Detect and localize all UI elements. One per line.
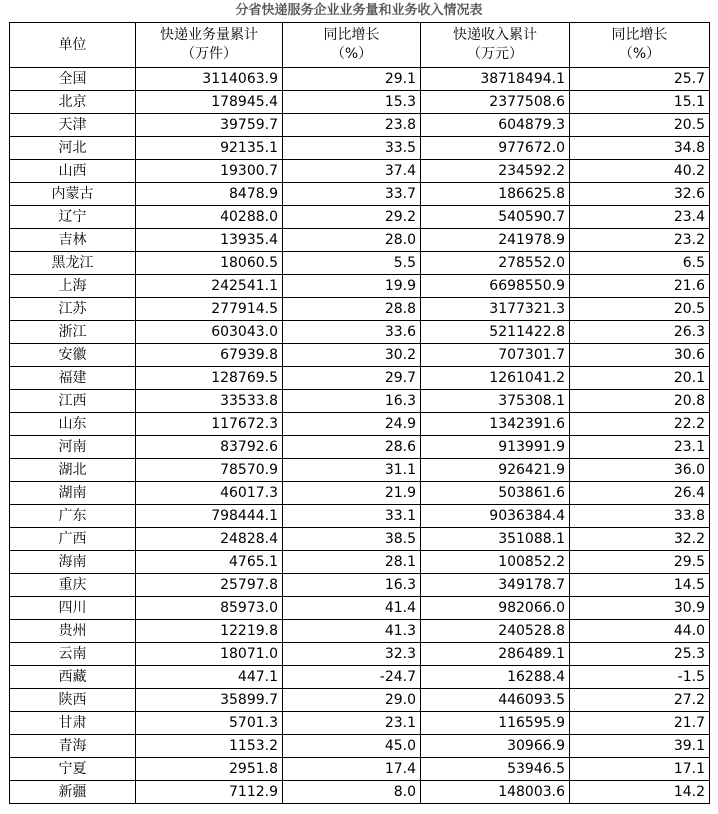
table-row xyxy=(10,712,710,735)
cell-revenue: 913991.9 xyxy=(421,436,570,459)
table-row xyxy=(10,666,710,689)
cell-unit: 北京 xyxy=(10,91,136,114)
cell-volume: 33533.8 xyxy=(136,390,283,413)
table-header xyxy=(10,23,710,68)
cell-revenue: 1261041.2 xyxy=(421,367,570,390)
table-row xyxy=(10,482,710,505)
cell-volume: 83792.6 xyxy=(136,436,283,459)
cell-revenue-growth: 22.2 xyxy=(570,413,710,436)
cell-unit: 上海 xyxy=(10,275,136,298)
cell-revenue-growth: 23.1 xyxy=(570,436,710,459)
cell-volume-growth: 23.1 xyxy=(283,712,421,735)
cell-revenue: 116595.9 xyxy=(421,712,570,735)
cell-revenue-growth: 26.4 xyxy=(570,482,710,505)
table-body xyxy=(10,68,710,804)
table-row xyxy=(10,505,710,528)
cell-volume-growth: 33.7 xyxy=(283,183,421,206)
cell-revenue: 351088.1 xyxy=(421,528,570,551)
cell-volume-growth: 33.6 xyxy=(283,321,421,344)
cell-revenue: 926421.9 xyxy=(421,459,570,482)
cell-revenue-growth: 21.6 xyxy=(570,275,710,298)
cell-volume-growth: 41.4 xyxy=(283,597,421,620)
cell-volume-growth: 16.3 xyxy=(283,390,421,413)
cell-revenue-growth: 30.6 xyxy=(570,344,710,367)
cell-unit: 江苏 xyxy=(10,298,136,321)
cell-revenue: 375308.1 xyxy=(421,390,570,413)
cell-revenue-growth: 23.4 xyxy=(570,206,710,229)
cell-unit: 福建 xyxy=(10,367,136,390)
cell-revenue-growth: 15.1 xyxy=(570,91,710,114)
cell-revenue: 234592.2 xyxy=(421,160,570,183)
cell-unit: 山西 xyxy=(10,160,136,183)
cell-unit: 新疆 xyxy=(10,781,136,804)
table-row xyxy=(10,528,710,551)
cell-revenue: 53946.5 xyxy=(421,758,570,781)
cell-revenue: 30966.9 xyxy=(421,735,570,758)
cell-volume-growth: 33.5 xyxy=(283,137,421,160)
table-row xyxy=(10,367,710,390)
cell-volume-growth: 21.9 xyxy=(283,482,421,505)
cell-volume-growth: 8.0 xyxy=(283,781,421,804)
cell-revenue: 100852.2 xyxy=(421,551,570,574)
cell-revenue-growth: 32.2 xyxy=(570,528,710,551)
cell-revenue-growth: 20.5 xyxy=(570,298,710,321)
table-row xyxy=(10,183,710,206)
cell-volume: 2951.8 xyxy=(136,758,283,781)
cell-revenue-growth: 40.2 xyxy=(570,160,710,183)
table-row xyxy=(10,413,710,436)
table-row xyxy=(10,620,710,643)
cell-revenue-growth: 14.5 xyxy=(570,574,710,597)
cell-volume: 25797.8 xyxy=(136,574,283,597)
cell-volume-growth: 29.0 xyxy=(283,689,421,712)
cell-unit: 安徽 xyxy=(10,344,136,367)
cell-unit: 湖北 xyxy=(10,459,136,482)
cell-volume: 40288.0 xyxy=(136,206,283,229)
cell-unit: 广东 xyxy=(10,505,136,528)
cell-unit: 四川 xyxy=(10,597,136,620)
cell-revenue: 6698550.9 xyxy=(421,275,570,298)
cell-volume: 35899.7 xyxy=(136,689,283,712)
cell-unit: 河南 xyxy=(10,436,136,459)
table-row xyxy=(10,206,710,229)
cell-volume-growth: -24.7 xyxy=(283,666,421,689)
cell-unit: 海南 xyxy=(10,551,136,574)
cell-revenue: 977672.0 xyxy=(421,137,570,160)
cell-volume-growth: 29.7 xyxy=(283,367,421,390)
cell-revenue-growth: 6.5 xyxy=(570,252,710,275)
cell-volume: 13935.4 xyxy=(136,229,283,252)
table-row xyxy=(10,735,710,758)
cell-volume: 85973.0 xyxy=(136,597,283,620)
cell-volume: 3114063.9 xyxy=(136,68,283,91)
cell-revenue-growth: 44.0 xyxy=(570,620,710,643)
cell-volume: 8478.9 xyxy=(136,183,283,206)
cell-volume-growth: 38.5 xyxy=(283,528,421,551)
table-row xyxy=(10,758,710,781)
cell-revenue: 2377508.6 xyxy=(421,91,570,114)
cell-volume: 39759.7 xyxy=(136,114,283,137)
cell-unit: 贵州 xyxy=(10,620,136,643)
cell-revenue: 503861.6 xyxy=(421,482,570,505)
cell-revenue-growth: 33.8 xyxy=(570,505,710,528)
cell-unit: 天津 xyxy=(10,114,136,137)
table-row xyxy=(10,252,710,275)
cell-revenue: 446093.5 xyxy=(421,689,570,712)
cell-volume-growth: 19.9 xyxy=(283,275,421,298)
cell-volume: 12219.8 xyxy=(136,620,283,643)
cell-unit: 云南 xyxy=(10,643,136,666)
cell-revenue-growth: 14.2 xyxy=(570,781,710,804)
cell-revenue-growth: 27.2 xyxy=(570,689,710,712)
cell-volume-growth: 41.3 xyxy=(283,620,421,643)
cell-volume-growth: 28.8 xyxy=(283,298,421,321)
cell-volume-growth: 29.1 xyxy=(283,68,421,91)
header-volume: 快递业务量累计 （万件） xyxy=(136,23,283,68)
table-row xyxy=(10,597,710,620)
cell-revenue: 241978.9 xyxy=(421,229,570,252)
cell-volume: 128769.5 xyxy=(136,367,283,390)
cell-volume-growth: 37.4 xyxy=(283,160,421,183)
cell-volume: 18060.5 xyxy=(136,252,283,275)
cell-unit: 湖南 xyxy=(10,482,136,505)
cell-unit: 山东 xyxy=(10,413,136,436)
cell-volume: 178945.4 xyxy=(136,91,283,114)
table-row xyxy=(10,91,710,114)
header-row xyxy=(10,23,710,68)
cell-revenue: 604879.3 xyxy=(421,114,570,137)
cell-revenue-growth: 34.8 xyxy=(570,137,710,160)
cell-unit: 河北 xyxy=(10,137,136,160)
table-row xyxy=(10,321,710,344)
cell-unit: 广西 xyxy=(10,528,136,551)
cell-volume-growth: 24.9 xyxy=(283,413,421,436)
cell-revenue-growth: 32.6 xyxy=(570,183,710,206)
cell-volume-growth: 29.2 xyxy=(283,206,421,229)
cell-volume: 242541.1 xyxy=(136,275,283,298)
cell-unit: 江西 xyxy=(10,390,136,413)
cell-volume-growth: 32.3 xyxy=(283,643,421,666)
cell-revenue-growth: 17.1 xyxy=(570,758,710,781)
express-stats-table xyxy=(9,22,710,804)
cell-revenue-growth: 20.5 xyxy=(570,114,710,137)
cell-revenue: 707301.7 xyxy=(421,344,570,367)
cell-revenue: 982066.0 xyxy=(421,597,570,620)
cell-revenue: 3177321.3 xyxy=(421,298,570,321)
cell-volume-growth: 15.3 xyxy=(283,91,421,114)
cell-unit: 陕西 xyxy=(10,689,136,712)
table-row xyxy=(10,436,710,459)
cell-volume-growth: 28.1 xyxy=(283,551,421,574)
table-row xyxy=(10,68,710,91)
header-revenue: 快递收入累计 （万元） xyxy=(421,23,570,68)
cell-revenue-growth: -1.5 xyxy=(570,666,710,689)
table-row xyxy=(10,275,710,298)
table-row xyxy=(10,459,710,482)
cell-revenue: 540590.7 xyxy=(421,206,570,229)
cell-volume: 447.1 xyxy=(136,666,283,689)
cell-volume: 18071.0 xyxy=(136,643,283,666)
cell-volume-growth: 16.3 xyxy=(283,574,421,597)
cell-volume-growth: 33.1 xyxy=(283,505,421,528)
table-row xyxy=(10,137,710,160)
table-row xyxy=(10,114,710,137)
cell-volume-growth: 30.2 xyxy=(283,344,421,367)
cell-volume: 19300.7 xyxy=(136,160,283,183)
cell-revenue-growth: 20.1 xyxy=(570,367,710,390)
cell-volume: 117672.3 xyxy=(136,413,283,436)
cell-volume: 78570.9 xyxy=(136,459,283,482)
cell-revenue: 9036384.4 xyxy=(421,505,570,528)
cell-volume: 603043.0 xyxy=(136,321,283,344)
table-row xyxy=(10,689,710,712)
cell-revenue: 186625.8 xyxy=(421,183,570,206)
cell-revenue-growth: 21.7 xyxy=(570,712,710,735)
cell-unit: 黑龙江 xyxy=(10,252,136,275)
cell-revenue: 148003.6 xyxy=(421,781,570,804)
cell-revenue-growth: 20.8 xyxy=(570,390,710,413)
header-unit: 单位 xyxy=(10,23,136,68)
cell-volume: 7112.9 xyxy=(136,781,283,804)
cell-unit: 辽宁 xyxy=(10,206,136,229)
cell-volume: 46017.3 xyxy=(136,482,283,505)
cell-volume: 277914.5 xyxy=(136,298,283,321)
cell-volume: 24828.4 xyxy=(136,528,283,551)
cell-revenue: 5211422.8 xyxy=(421,321,570,344)
cell-volume-growth: 17.4 xyxy=(283,758,421,781)
cell-volume: 5701.3 xyxy=(136,712,283,735)
cell-revenue-growth: 25.7 xyxy=(570,68,710,91)
cell-revenue-growth: 23.2 xyxy=(570,229,710,252)
cell-revenue-growth: 25.3 xyxy=(570,643,710,666)
cell-revenue-growth: 29.5 xyxy=(570,551,710,574)
cell-volume-growth: 28.6 xyxy=(283,436,421,459)
table-row xyxy=(10,643,710,666)
cell-volume: 67939.8 xyxy=(136,344,283,367)
table-title: 分省快递服务企业业务量和业务收入情况表 xyxy=(235,3,483,18)
cell-revenue-growth: 39.1 xyxy=(570,735,710,758)
cell-volume: 1153.2 xyxy=(136,735,283,758)
cell-volume-growth: 28.0 xyxy=(283,229,421,252)
cell-unit: 重庆 xyxy=(10,574,136,597)
table-row xyxy=(10,390,710,413)
cell-volume-growth: 5.5 xyxy=(283,252,421,275)
header-volume-growth: 同比增长 （%） xyxy=(283,23,421,68)
table-row xyxy=(10,781,710,804)
cell-revenue: 349178.7 xyxy=(421,574,570,597)
table-row xyxy=(10,160,710,183)
table-row xyxy=(10,344,710,367)
cell-volume-growth: 31.1 xyxy=(283,459,421,482)
cell-revenue: 278552.0 xyxy=(421,252,570,275)
cell-volume: 92135.1 xyxy=(136,137,283,160)
cell-revenue: 1342391.6 xyxy=(421,413,570,436)
cell-revenue: 240528.8 xyxy=(421,620,570,643)
cell-unit: 全国 xyxy=(10,68,136,91)
cell-unit: 浙江 xyxy=(10,321,136,344)
cell-unit: 吉林 xyxy=(10,229,136,252)
cell-volume: 798444.1 xyxy=(136,505,283,528)
cell-revenue: 16288.4 xyxy=(421,666,570,689)
cell-unit: 宁夏 xyxy=(10,758,136,781)
table-row xyxy=(10,229,710,252)
cell-unit: 内蒙古 xyxy=(10,183,136,206)
table-row xyxy=(10,574,710,597)
cell-volume: 4765.1 xyxy=(136,551,283,574)
cell-revenue-growth: 30.9 xyxy=(570,597,710,620)
cell-volume-growth: 23.8 xyxy=(283,114,421,137)
table-row xyxy=(10,551,710,574)
cell-volume-growth: 45.0 xyxy=(283,735,421,758)
cell-revenue: 38718494.1 xyxy=(421,68,570,91)
cell-revenue: 286489.1 xyxy=(421,643,570,666)
cell-revenue-growth: 26.3 xyxy=(570,321,710,344)
cell-unit: 西藏 xyxy=(10,666,136,689)
header-revenue-growth: 同比增长 （%） xyxy=(570,23,710,68)
cell-unit: 甘肃 xyxy=(10,712,136,735)
cell-unit: 青海 xyxy=(10,735,136,758)
cell-revenue-growth: 36.0 xyxy=(570,459,710,482)
table-row xyxy=(10,298,710,321)
